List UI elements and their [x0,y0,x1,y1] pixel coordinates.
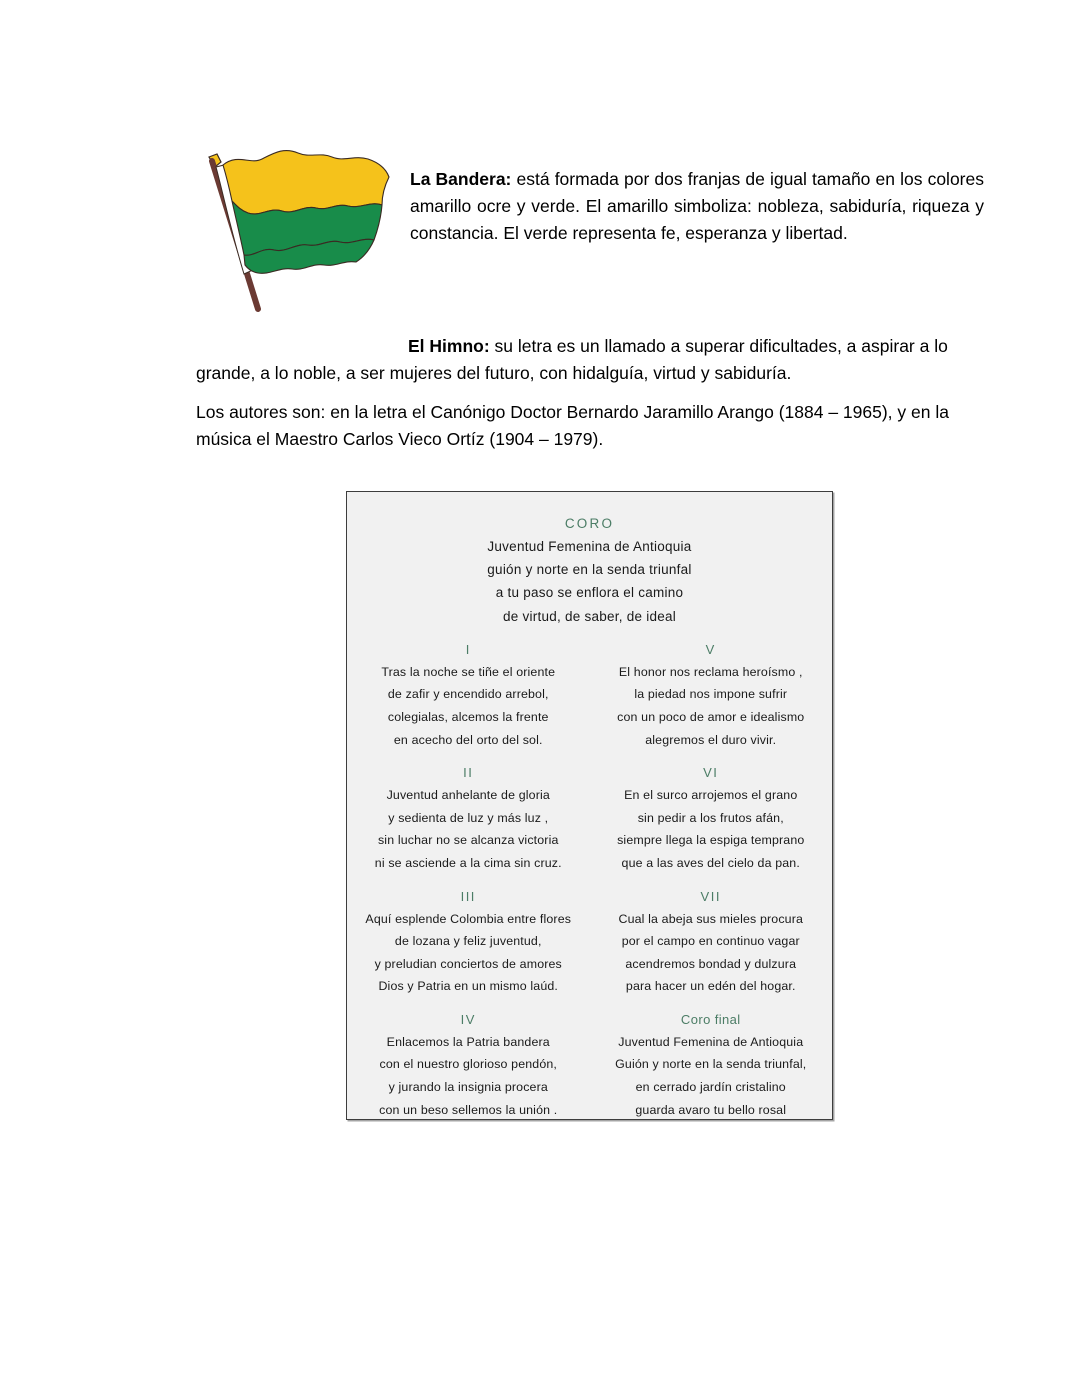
coro-line: a tu paso se enflora el camino [495,585,684,601]
stanza-line: Cual la abeja sus mieles procura [618,911,804,926]
bandera-text: está formada por dos franjas de igual tamaño en los colores amarillo ocre y verde. El amarillo simboliza: nobleza, sabiduría, riqueza y constancia. El verde representa fe, esperanza y libertad. [410,168,984,243]
stanza-number: Coro final [680,1011,741,1027]
stanza-line: de lozana y feliz juventud, [394,934,542,949]
stanza-line: con un beso sellemos la unión . [379,1102,558,1117]
stanza [351,642,586,751]
stanza [594,765,829,874]
stanza-number: I [465,641,471,657]
stanza-line: sin pedir a los frutos afán, [637,810,784,825]
hymn-lyrics-box [346,491,833,1120]
stanza-line: con un poco de amor e idealismo [617,710,805,725]
stanza-line: con el nuestro glorioso pendón, [379,1057,558,1072]
stanza-line: Aquí esplende Colombia entre flores [365,911,572,926]
stanza-line: en acecho del orto del sol. [393,732,543,747]
stanza-number: II [463,765,474,781]
stanza-line: Dios y Patria en un mismo laúd. [378,979,559,994]
stanza-line: por el campo en continuo vagar [621,934,800,949]
stanza-line: que a las aves del cielo da pan. [621,855,800,870]
stanza-line: en cerrado jardín cristalino [635,1079,786,1094]
stanza [351,889,586,998]
stanza-line: siempre llega la espiga temprano [617,833,805,848]
stanza-number: VII [700,888,721,904]
stanza-line: guarda avaro tu bello rosal [635,1102,787,1117]
himno-paragraph [196,333,984,387]
stanza-lines [594,784,829,874]
stanza-line: acendremos bondad y dulzura [625,956,797,971]
flag-illustration [198,143,398,315]
himno-label: El Himno: [408,335,490,356]
stanza-lines [594,1031,829,1120]
stanza-line: y preludian conciertos de amores [374,956,562,971]
coro-line: de virtud, de saber, de ideal [502,608,677,624]
stanza [351,765,586,874]
stanza-line: Guión y norte en la senda triunfal, [615,1057,807,1072]
coro-heading: CORO [564,516,615,531]
coro-line: guión y norte en la senda triunfal [487,562,692,578]
stanza-column-left [347,642,590,1120]
stanza-line: Juventud anhelante de gloria [386,788,550,803]
flag-yellow-band [223,151,389,214]
himno-text: su letra es un llamado a superar dificultades, a aspirar a lo grande, a lo noble, a ser mujeres del futuro, con hidalguía, virtud y sabiduría. [196,335,948,383]
stanza-line: ni se asciende a la cima sin cruz. [374,855,562,870]
stanza-line: En el surco arrojemos el grano [624,788,798,803]
stanza [594,889,829,998]
stanza [594,1012,829,1120]
stanza-line: El honor nos reclama heroísmo , [618,664,803,679]
stanza-lines [594,908,829,998]
stanza-line: y jurando la insignia procera [388,1079,548,1094]
stanza [351,1012,586,1120]
stanza-line: de zafir y encendido arrebol, [387,687,549,702]
stanza-line: alegremos el duro vivir. [645,732,777,747]
stanza-line: Tras la noche se tiñe el oriente [381,664,556,679]
stanza-line: colegialas, alcemos la frente [387,710,549,725]
autores-paragraph: Los autores son: en la letra el Canónigo Doctor Bernardo Jaramillo Arango (1884 – 1965), y en la música el Maestro Carlos Vieco Ortíz (1904 – 1979). [196,401,949,449]
stanza-lines [351,661,586,751]
stanza-number: III [460,888,476,904]
stanza-line: Enlacemos la Patria bandera [386,1034,550,1049]
stanza-line: sin luchar no se alcanza victoria [377,833,559,848]
coro-lines [347,535,832,628]
bandera-paragraph [410,166,984,247]
stanza-line: Juventud Femenina de Antioquia [618,1034,804,1049]
stanza-line: la piedad nos impone sufrir [634,687,788,702]
stanza-number: V [705,641,716,657]
stanza-line: para hacer un edén del hogar. [625,979,796,994]
coro-line: Juventud Femenina de Antioquia [487,539,692,554]
stanza-number: VI [703,765,719,781]
stanza-number: IV [460,1011,476,1027]
stanza-line: y sedienta de luz y más luz , [388,810,549,825]
stanza [594,642,829,751]
stanza-lines [351,1031,586,1120]
stanza-columns [347,642,832,1120]
stanza-lines [351,908,586,998]
bandera-label: La Bandera: [410,168,512,189]
stanza-lines [594,661,829,751]
stanza-column-right [590,642,833,1120]
stanza-lines [351,784,586,874]
